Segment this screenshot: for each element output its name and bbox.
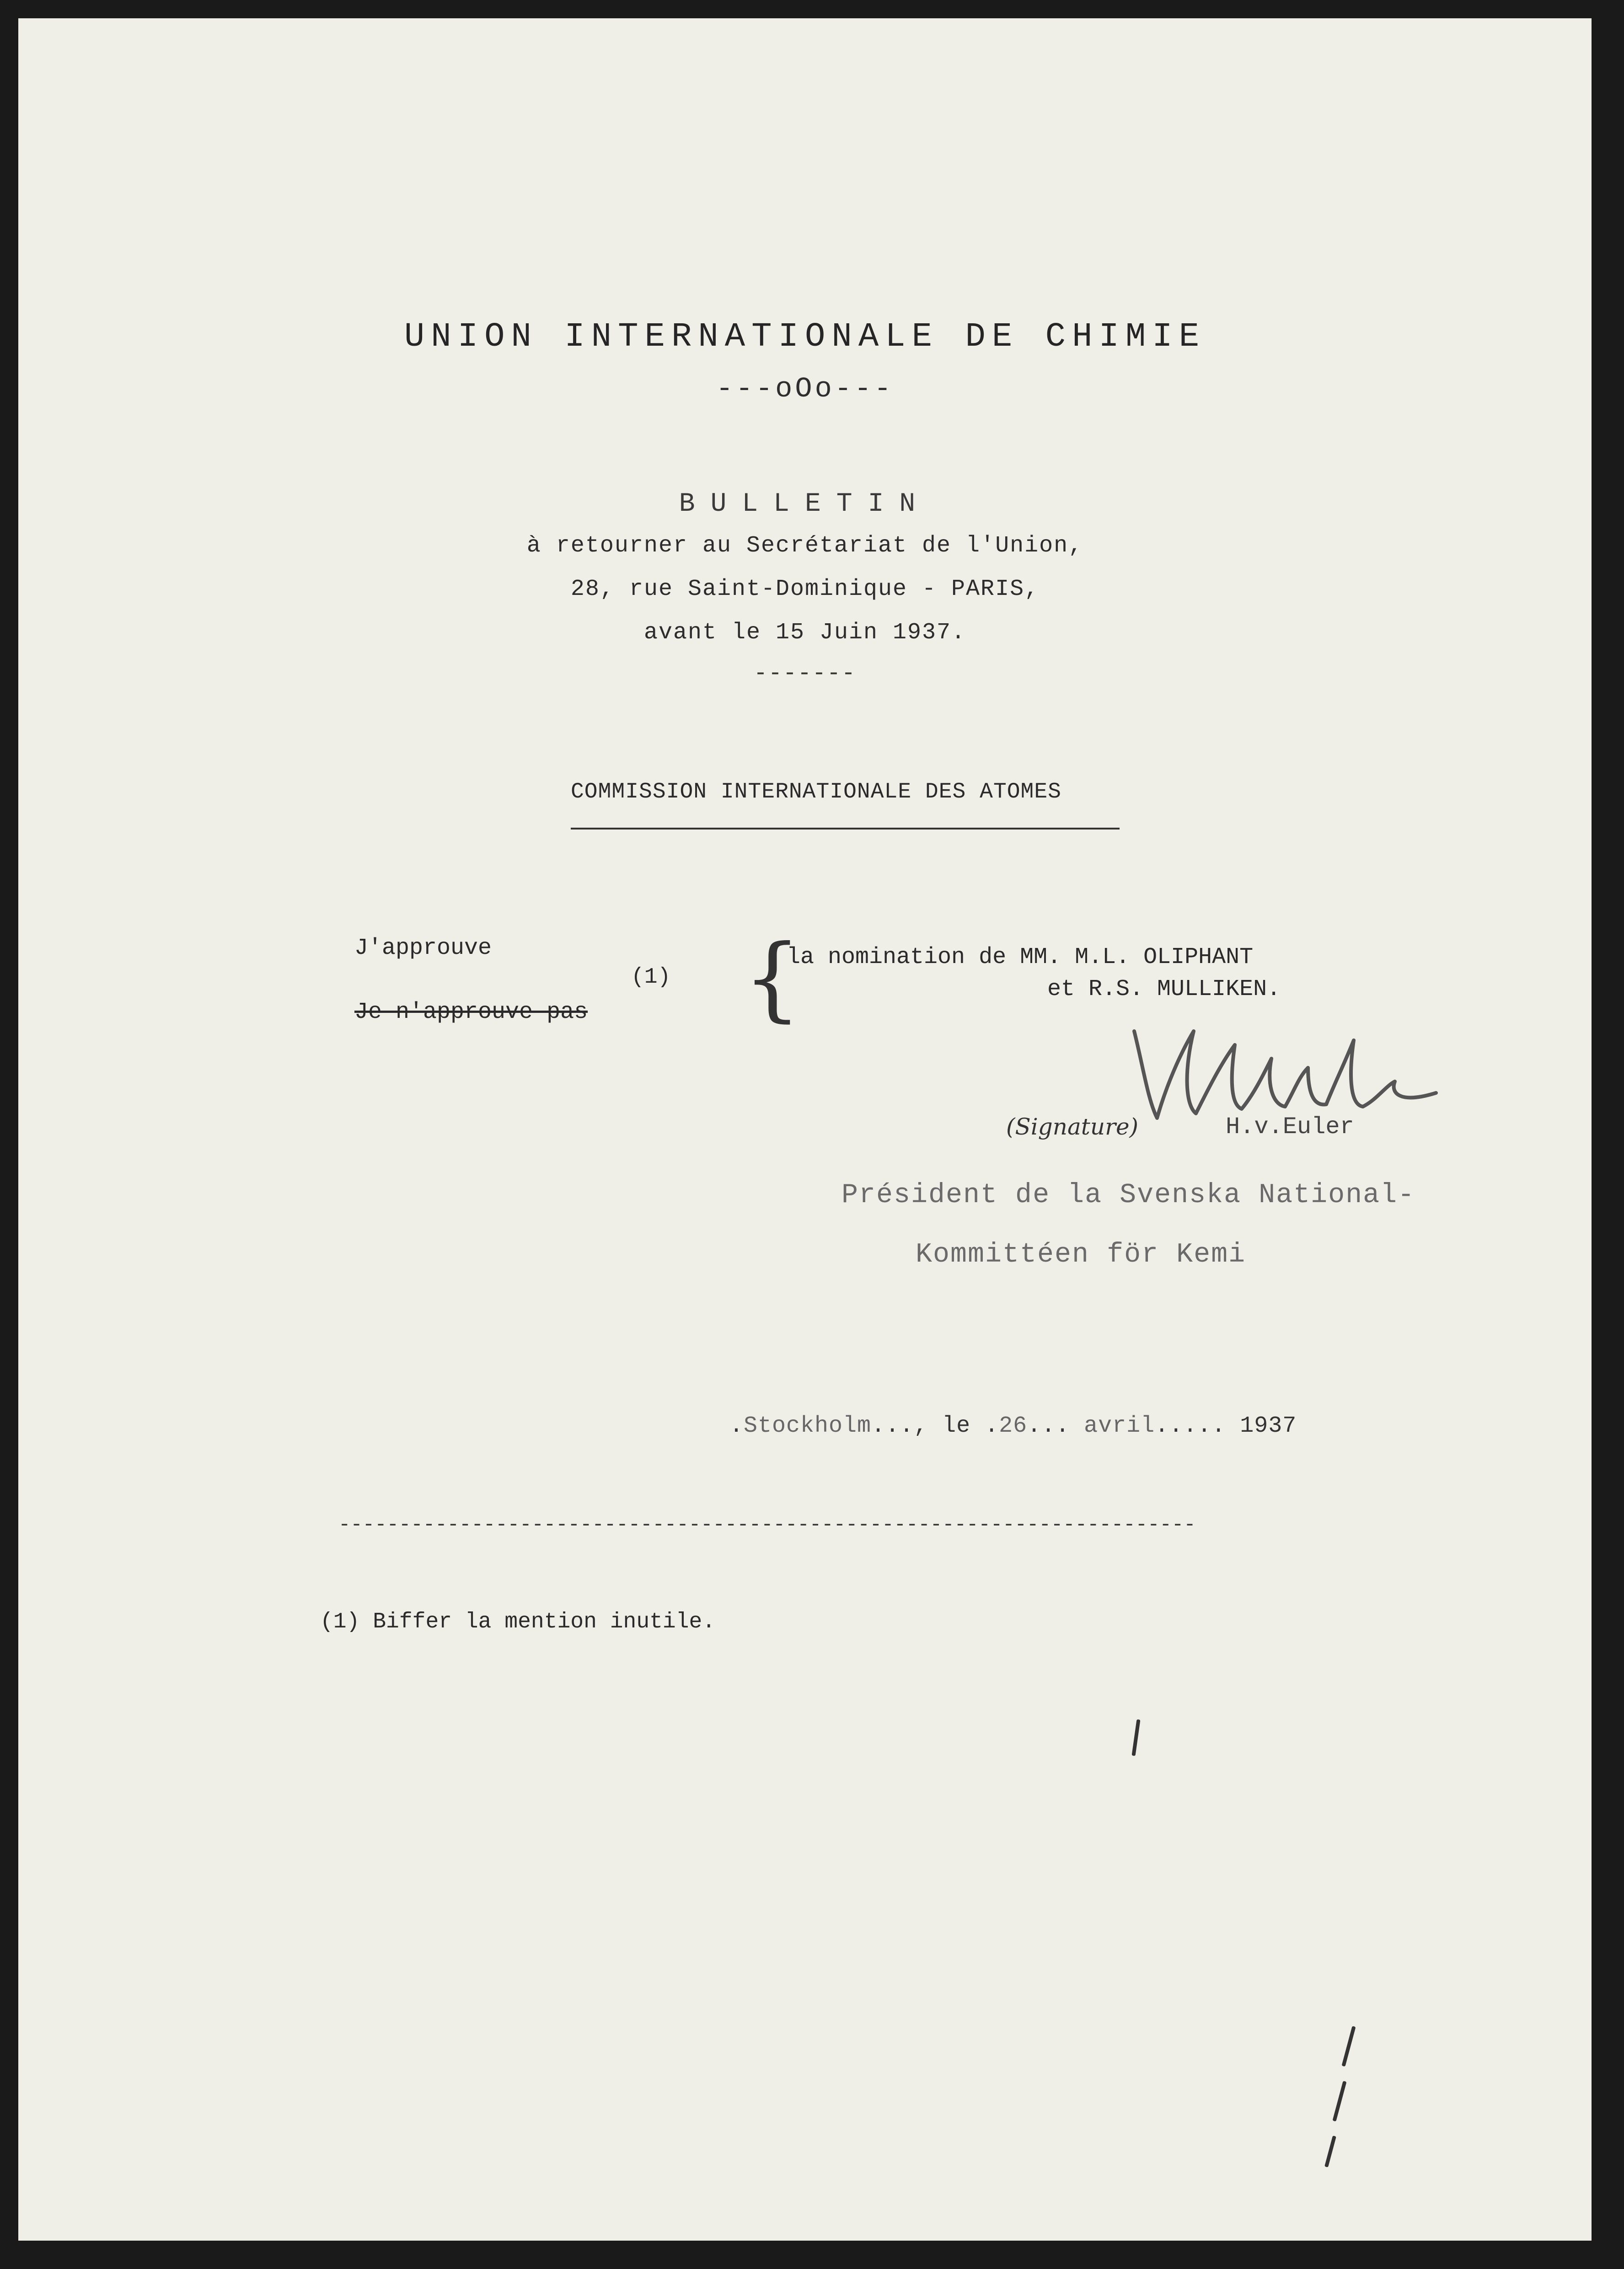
pencil-mark	[1332, 2081, 1346, 2121]
footnote-text: (1) Biffer la mention inutile.	[320, 1610, 716, 1634]
pencil-mark	[1341, 2026, 1356, 2066]
deadline-line: avant le 15 Juin 1937.	[643, 620, 966, 646]
brace-mark: {	[743, 925, 802, 1032]
commission-underline	[571, 828, 1120, 829]
date-year: 1937	[1240, 1413, 1297, 1439]
affiliation-line-1: Président de la Svenska National-	[841, 1180, 1415, 1211]
date-month: avril	[1084, 1413, 1155, 1439]
commission-heading: COMMISSION INTERNATIONALE DES ATOMES	[571, 780, 1061, 804]
footnote-reference: (1)	[631, 965, 671, 990]
pencil-mark	[1131, 1719, 1140, 1756]
bulletin-heading: BULLETIN	[679, 489, 931, 519]
pencil-mark	[1324, 2135, 1336, 2167]
date-line: .Stockholm..., le .26... avril..... 1937	[729, 1413, 1297, 1439]
signer-name: H.v.Euler	[1226, 1113, 1354, 1140]
approve-option: J'approuve	[354, 935, 492, 961]
date-day: 26	[999, 1413, 1028, 1439]
date-le: , le	[914, 1413, 971, 1439]
nomination-line-1: la nomination de MM. M.L. OLIPHANT	[787, 944, 1254, 970]
section-separator: -------	[753, 661, 857, 687]
disapprove-option-struck: Je n'approuve pas	[354, 999, 588, 1025]
document-title: UNION INTERNATIONALE DE CHIMIE	[404, 318, 1206, 356]
footer-rule: -----------------------------------------------------------------------	[338, 1514, 1196, 1536]
address-line: 28, rue Saint-Dominique - PARIS,	[570, 576, 1040, 602]
nomination-line-2: et R.S. MULLIKEN.	[1047, 976, 1281, 1002]
document-page	[18, 18, 1592, 2241]
title-ornament: ---oOo---	[716, 373, 894, 405]
return-instruction: à retourner au Secrétariat de l'Union,	[526, 533, 1083, 559]
affiliation-line-2: Kommittéen för Kemi	[916, 1239, 1246, 1270]
signature-label: (Signature)	[1006, 1113, 1139, 1140]
date-place: Stockholm	[744, 1413, 872, 1439]
